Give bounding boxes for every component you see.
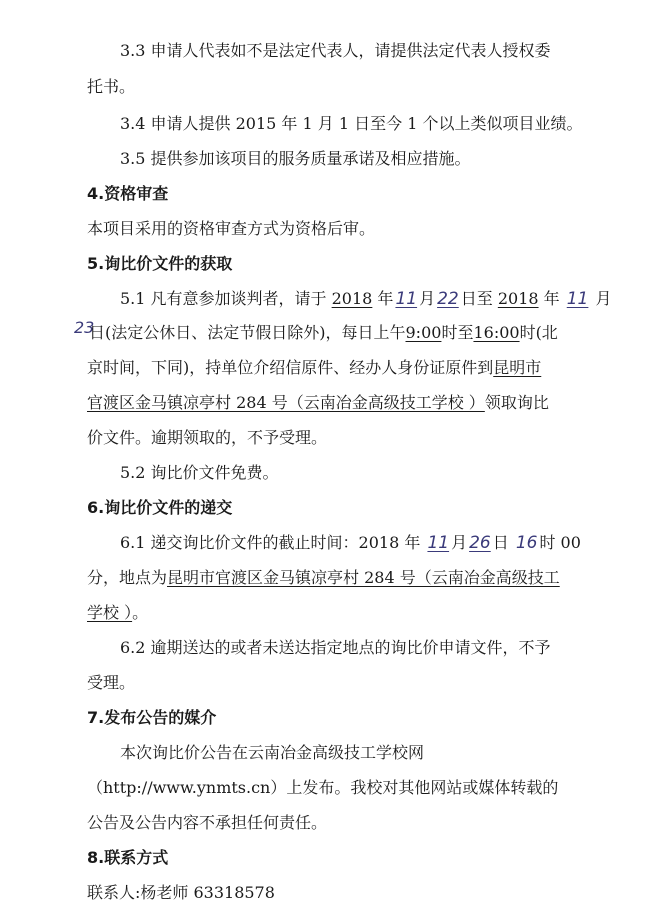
- handwritten-month: 11: [427, 533, 450, 553]
- item-6-2-line1: 6.2 逾期送达的或者未送达指定地点的询比价申请文件，不予: [120, 638, 551, 657]
- year-field: 2018: [497, 289, 539, 308]
- contact-line: 联系人:杨老师 63318578: [87, 883, 275, 902]
- text: 月: [419, 289, 436, 308]
- text: 年: [372, 289, 394, 308]
- section-6-heading: 6.询比价文件的递交: [87, 498, 233, 517]
- text: 5.1 凡有意参加谈判者，请于: [120, 289, 332, 308]
- section-8-heading: 8.联系方式: [87, 848, 169, 867]
- section-4-heading: 4.资格审查: [87, 184, 169, 203]
- text: 月: [451, 533, 468, 552]
- item-6-2-line2: 受理。: [87, 673, 136, 692]
- section-7-line2: （http://www.ynmts.cn）上发布。我校对其他网站或媒体转载的: [87, 778, 559, 797]
- text: 分，地点为: [87, 568, 168, 587]
- item-3-3-line1: 3.3 申请人代表如不是法定代表人，请提供法定代表人授权委: [120, 41, 551, 60]
- text: 6.1 递交询比价文件的截止时间：2018 年: [120, 533, 426, 552]
- text: 京时间，下同)，持单位介绍信原件、经办人身份证原件到: [87, 358, 494, 377]
- time-start: 9:00: [405, 323, 442, 342]
- item-5-2: 5.2 询比价文件免费。: [120, 463, 279, 482]
- text: 日(法定公休日、法定节假日除外)，每日上午: [89, 323, 406, 342]
- text: 时至: [441, 323, 474, 342]
- text: 月: [590, 289, 612, 308]
- item-6-1-line3: [87, 602, 148, 624]
- item-5-1-line4: [87, 392, 549, 414]
- section-7-line1: 本次询比价公告在云南冶金高级技工学校网: [120, 743, 425, 762]
- text: 时(北: [519, 323, 558, 342]
- handwritten-day: 26: [469, 533, 491, 553]
- section-7-heading: 7.发布公告的媒介: [87, 708, 217, 727]
- handwritten-day: 22: [437, 289, 459, 309]
- year-field: 2018: [331, 289, 373, 308]
- text: 日至: [460, 289, 498, 308]
- item-3-3-line2: 托书。: [87, 77, 136, 96]
- text: 时 00: [539, 533, 581, 552]
- item-3-5: 3.5 提供参加该项目的服务质量承诺及相应措施。: [120, 149, 471, 168]
- handwritten-month: 11: [566, 289, 589, 309]
- address-part1: 昆明市官渡区金马镇凉亭村 284 号（云南冶金高级技工: [167, 568, 560, 587]
- handwritten-month: 11: [395, 289, 418, 309]
- address-part2: 官渡区金马镇凉亭村 284 号（云南冶金高级技工学校 ）: [87, 393, 485, 412]
- handwritten-hour: 16: [515, 533, 538, 553]
- item-5-1-line5: 价文件。逾期领取的，不予受理。: [87, 428, 328, 447]
- time-end: 16:00: [473, 323, 520, 342]
- text: 年: [538, 289, 565, 308]
- item-5-1-line2: [89, 322, 558, 344]
- text: 领取询比: [484, 393, 549, 412]
- text: 。: [132, 603, 149, 622]
- address-part2: 学校 ）: [87, 603, 133, 622]
- item-6-1-line1: [120, 532, 581, 554]
- item-5-1-line3: [87, 357, 541, 379]
- section-5-heading: 5.询比价文件的获取: [87, 254, 233, 273]
- address-part1: 昆明市: [493, 358, 542, 377]
- section-4-body: 本项目采用的资格审查方式为资格后审。: [87, 219, 376, 238]
- section-7-line3: 公告及公告内容不承担任何责任。: [87, 813, 328, 832]
- item-6-1-line2: [87, 567, 560, 589]
- text: 日: [492, 533, 514, 552]
- item-3-4: 3.4 申请人提供 2015 年 1 月 1 日至今 1 个以上类似项目业绩。: [120, 114, 583, 133]
- item-5-1-line1: [120, 288, 611, 310]
- handwritten-margin-day: 23: [74, 318, 95, 337]
